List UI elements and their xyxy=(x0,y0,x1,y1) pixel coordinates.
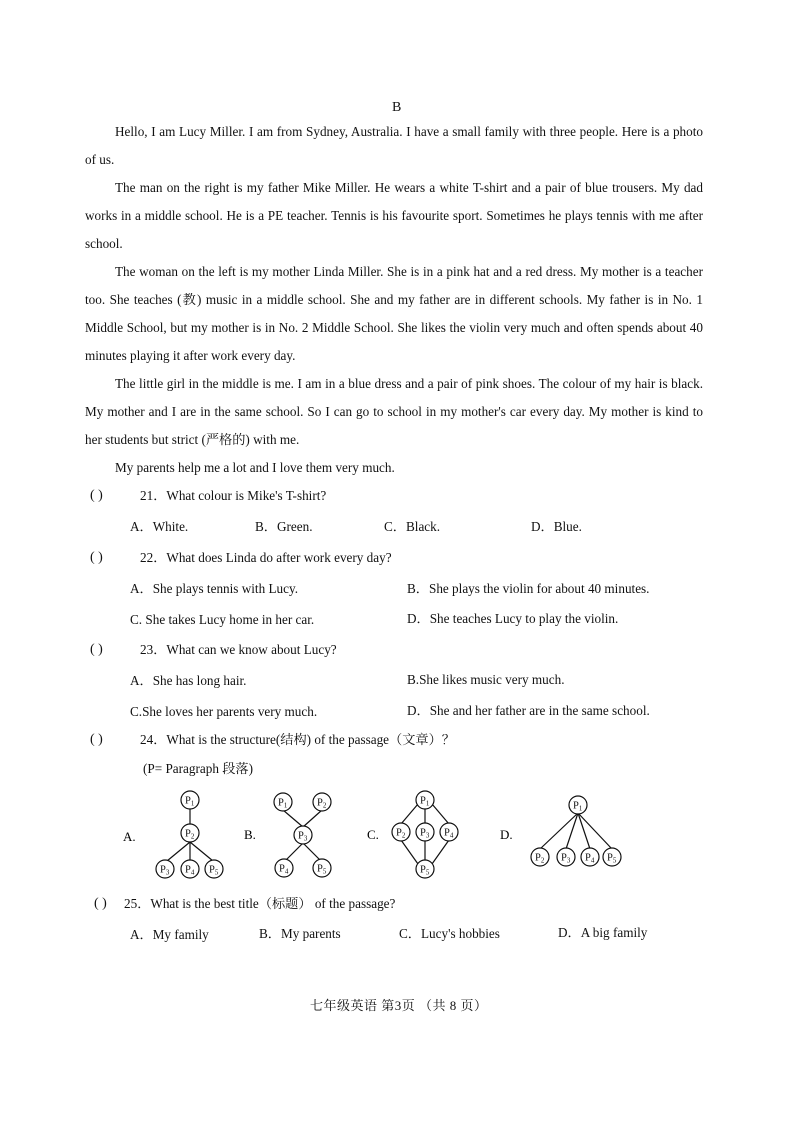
diagram-b-node-label: P3 xyxy=(298,830,308,843)
q21-option-a[interactable]: A．White. xyxy=(130,519,189,534)
passage-paragraph-3: The woman on the left is my mother Linda Miller. She is in a pink hat and a red dress. My mother is a teacher too. She teaches (教) music in a middle school. She and my father are in different schools. My father is in No. 1 Middle School, but my mother is in No. 2 Middle School. She likes the violin very much and often spends about 40 minutes playing it after work every day. xyxy=(85,264,703,363)
answer-blank-22[interactable]: ( ) xyxy=(90,550,103,565)
q25-option-a[interactable]: A．My family xyxy=(130,927,209,942)
diagram-a-node-label: P5 xyxy=(209,864,219,877)
answer-blank-24[interactable]: ( ) xyxy=(90,732,103,747)
diagram-c-node-label: P3 xyxy=(420,827,430,840)
passage-paragraph-2: The man on the right is my father Mike Miller. He wears a white T-shirt and a pair of blue trousers. My dad works in a middle school. He is a PE teacher. Tennis is his favourite sport. Sometimes he plays tennis with me after school. xyxy=(85,180,703,251)
q22-option-a[interactable]: A．She plays tennis with Lucy. xyxy=(130,581,298,596)
diagram-label-b[interactable]: B. xyxy=(244,827,256,842)
diagram-c-node-label: P2 xyxy=(396,827,406,840)
diagram-d-node-label: P2 xyxy=(535,852,545,865)
q22-option-b[interactable]: B．She plays the violin for about 40 minutes. xyxy=(407,581,650,596)
paragraph-note: (P= Paragraph 段落) xyxy=(143,761,253,776)
answer-blank-21[interactable]: ( ) xyxy=(90,488,103,503)
q23-option-a[interactable]: A．She has long hair. xyxy=(130,673,247,688)
diagram-label-a[interactable]: A. xyxy=(123,829,136,844)
q22-option-c[interactable]: C. She takes Lucy home in her car. xyxy=(130,612,315,627)
diagram-d-node-label: P4 xyxy=(585,852,595,865)
question-24-stem: 24．What is the structure(结构) of the passage（文章）？ xyxy=(140,732,455,747)
answer-blank-25[interactable]: ( ) xyxy=(94,896,107,911)
structure-diagrams xyxy=(0,780,794,890)
passage-paragraph-5: My parents help me a lot and I love them very much. xyxy=(115,460,395,475)
q21-option-d[interactable]: D．Blue. xyxy=(531,519,582,534)
diagram-b-node-label: P5 xyxy=(317,863,327,876)
q22-option-d[interactable]: D．She teaches Lucy to play the violin. xyxy=(407,611,619,626)
diagram-d-node-label: P1 xyxy=(573,800,583,813)
question-25-stem: 25．What is the best title（标题） of the passage? xyxy=(124,896,396,911)
diagram-c-node-label: P4 xyxy=(444,827,454,840)
q23-option-b[interactable]: B.She likes music very much. xyxy=(407,672,565,687)
diagram-b-node-label: P4 xyxy=(279,863,289,876)
diagram-a-node-label: P3 xyxy=(160,864,170,877)
q23-option-c[interactable]: C.She loves her parents very much. xyxy=(130,704,318,719)
page-footer: 七年级英语 第3页 （共 8 页） xyxy=(310,998,488,1013)
diagram-b-node-label: P1 xyxy=(278,797,288,810)
section-label: B xyxy=(392,100,402,115)
q25-option-b[interactable]: B．My parents xyxy=(259,926,341,941)
question-21-stem: 21．What colour is Mike's T-shirt? xyxy=(140,488,327,503)
diagram-a-node-label: P2 xyxy=(185,828,195,841)
diagram-label-c[interactable]: C. xyxy=(367,827,379,842)
q25-option-d[interactable]: D．A big family xyxy=(558,925,648,940)
diagram-c-node-label: P1 xyxy=(420,795,430,808)
diagram-c-node-label: P5 xyxy=(420,864,430,877)
passage-paragraph-1: Hello, I am Lucy Miller. I am from Sydney, Australia. I have a small family with three people. Here is a photo of us. xyxy=(85,124,703,167)
q21-option-b[interactable]: B．Green. xyxy=(255,519,313,534)
diagram-a-node-label: P1 xyxy=(185,795,195,808)
answer-blank-23[interactable]: ( ) xyxy=(90,642,103,657)
passage-paragraph-4: The little girl in the middle is me. I am in a blue dress and a pair of pink shoes. The colour of my hair is black. My mother and I are in the same school. So I can go to school in my mother's car every day. My mother is kind to her students but strict (严格的) with me. xyxy=(85,376,703,447)
diagram-b-node-label: P2 xyxy=(317,797,327,810)
q25-option-c[interactable]: C．Lucy's hobbies xyxy=(399,926,500,941)
diagram-a-node-label: P4 xyxy=(185,864,195,877)
diagram-d-node-label: P3 xyxy=(561,852,571,865)
question-22-stem: 22．What does Linda do after work every day? xyxy=(140,550,392,565)
question-23-stem: 23．What can we know about Lucy? xyxy=(140,642,337,657)
diagram-d-node-label: P5 xyxy=(607,852,617,865)
q23-option-d[interactable]: D．She and her father are in the same school. xyxy=(407,703,650,718)
q21-option-c[interactable]: C．Black. xyxy=(384,519,441,534)
diagram-label-d[interactable]: D. xyxy=(500,827,513,842)
